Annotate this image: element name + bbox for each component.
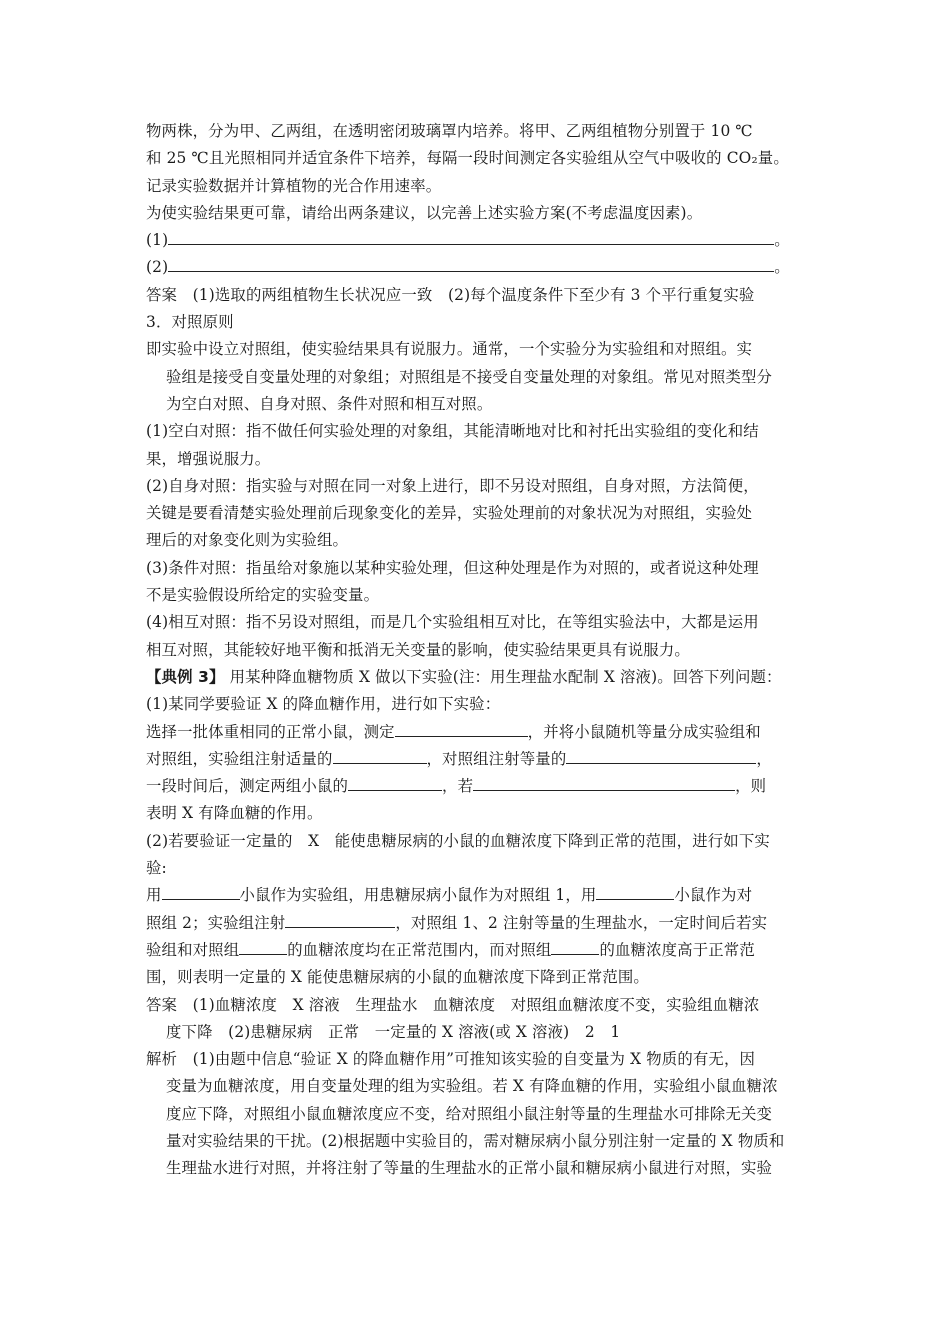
fill-in-blank[interactable] (348, 773, 442, 791)
text-line: 关键是要看清楚实验处理前后现象变化的差异，实验处理前的对象状况为对照组，实验处 (146, 504, 753, 523)
explanation-text: 解析 (1)由题中信息“验证 X 的降血糖作用”可推知该实验的自变量为 X 物质的有无，因 (146, 1050, 756, 1069)
fill-in-blank[interactable] (168, 254, 774, 272)
text-line: (2)自身对照：指实验与对照在同一对象上进行，即不另设对照组，自身对照，方法简便， (146, 476, 759, 495)
explanation-text: 量对实验结果的干扰。(2)根据题中实验目的，需对糖尿病小鼠分别注射一定量的 X 物质和 (166, 1131, 785, 1150)
answer-text: 度下降 (2)患糖尿病 正常 一定量的 X 溶液(或 X 溶液) 2 1 (166, 1022, 621, 1041)
example-heading: 【典例 3】 用某种降血糖物质 X 做以下实验(注：用生理盐水配制 X 溶液)。回答下列问题： (146, 667, 782, 686)
text-line: 记录实验数据并计算植物的光合作用速率。 (146, 176, 442, 195)
question-prompt: 为使实验结果更可靠，请给出两条建议，以完善上述实验方案(不考虑温度因素)。 (146, 203, 703, 222)
fill-in-blank[interactable] (239, 937, 287, 955)
section-heading: 3．对照原则 (146, 313, 234, 332)
text-line: 对照组，实验组注射适量的 ，对照组注射等量的 ， (146, 746, 810, 773)
blank-label: (2) (146, 258, 169, 277)
text-line: 验组是接受自变量处理的对象组；对照组是不接受自变量处理的对象组。常见对照类型分 (166, 367, 773, 386)
answer-text: 答案 (1)选取的两组植物生长状况应一致 (2)每个温度条件下至少有 3 个平行重复实验 (146, 285, 755, 304)
fill-in-blank[interactable] (168, 227, 774, 245)
document-body (146, 118, 810, 1183)
explanation-text: 变量为血糖浓度，用自变量处理的组为实验组。若 X 有降血糖的作用，实验组小鼠血糖浓 (166, 1077, 778, 1096)
text-line: 不是实验假设所给定的实验变量。 (146, 586, 380, 605)
fill-in-blank[interactable] (566, 746, 756, 764)
text-line: (2)若要验证一定量的 X 能使患糖尿病的小鼠的血糖浓度下降到正常的范围，进行如下实 (146, 831, 770, 850)
text-line: 理后的对象变化则为实验组。 (146, 531, 349, 550)
blank-label: (1) (146, 231, 169, 250)
text-line: 物两株，分为甲、乙两组，在透明密闭玻璃罩内培养。将甲、乙两组植物分别置于 10 ℃ (146, 122, 753, 140)
text-line: 围，则表明一定量的 X 能使患糖尿病的小鼠的血糖浓度下降到正常范围。 (146, 968, 649, 987)
fill-in-blank[interactable] (285, 910, 395, 928)
explanation-text: 度应下降，对照组小鼠血糖浓度应不变，给对照组小鼠注射等量的生理盐水可排除无关变 (166, 1104, 773, 1123)
text-line: 为空白对照、自身对照、条件对照和相互对照。 (166, 394, 493, 413)
answer-blank-line-2: (2) 。 (146, 254, 810, 281)
text-line: (1)某同学要验证 X 的降血糖作用，进行如下实验： (146, 695, 501, 714)
text-line: 相互对照，其能较好地平衡和抵消无关变量的影响，使实验结果更具有说服力。 (146, 640, 690, 659)
fill-in-blank[interactable] (333, 746, 427, 764)
answer-text: 答案 (1)血糖浓度 X 溶液 生理盐水 血糖浓度 对照组血糖浓度不变，实验组血糖浓 (146, 995, 760, 1014)
fill-in-blank[interactable] (162, 882, 240, 900)
answer-blank-line-1: (1) 。 (146, 227, 810, 254)
text-line: 用 小鼠作为实验组，用患糖尿病小鼠作为对照组 1，用 小鼠作为对 (146, 882, 810, 909)
text-line: 选择一批体重相同的正常小鼠，测定 ，并将小鼠随机等量分成实验组和 (146, 719, 810, 746)
text-line: 和 25 ℃且光照相同并适宜条件下培养，每隔一段时间测定各实验组从空气中吸收的 CO₂量。 (146, 149, 789, 168)
text-line: (1)空白对照：指不做任何实验处理的对象组，其能清晰地对比和衬托出实验组的变化和结 (146, 422, 759, 441)
fill-in-blank[interactable] (551, 937, 599, 955)
text-line: 验组和对照组 的血糖浓度均在正常范围内，而对照组 的血糖浓度高于正常范 (146, 937, 810, 964)
fill-in-blank[interactable] (473, 773, 735, 791)
text-line: 表明 X 有降血糖的作用。 (146, 804, 323, 823)
text-line: 即实验中设立对照组，使实验结果具有说服力。通常，一个实验分为实验组和对照组。实 (146, 340, 753, 359)
explanation-text: 生理盐水进行对照，并将注射了等量的生理盐水的正常小鼠和糖尿病小鼠进行对照，实验 (166, 1159, 773, 1178)
text-line: (3)条件对照：指虽给对象施以某种实验处理，但这种处理是作为对照的，或者说这种处理 (146, 558, 759, 577)
text-line: 照组 2；实验组注射 ，对照组 1、2 注射等量的生理盐水，一定时间后若实 (146, 910, 810, 937)
example-label: 【典例 3】 (146, 667, 225, 686)
text-line: 验: (146, 859, 167, 878)
fill-in-blank[interactable] (596, 882, 674, 900)
text-line: 一段时间后，测定两组小鼠的 ，若 ，则 (146, 773, 810, 800)
text-line: 果，增强说服力。 (146, 449, 271, 468)
fill-in-blank[interactable] (395, 719, 528, 737)
text-line: (4)相互对照：指不另设对照组，而是几个实验组相互对比，在等组实验法中，大都是运用 (146, 613, 759, 632)
